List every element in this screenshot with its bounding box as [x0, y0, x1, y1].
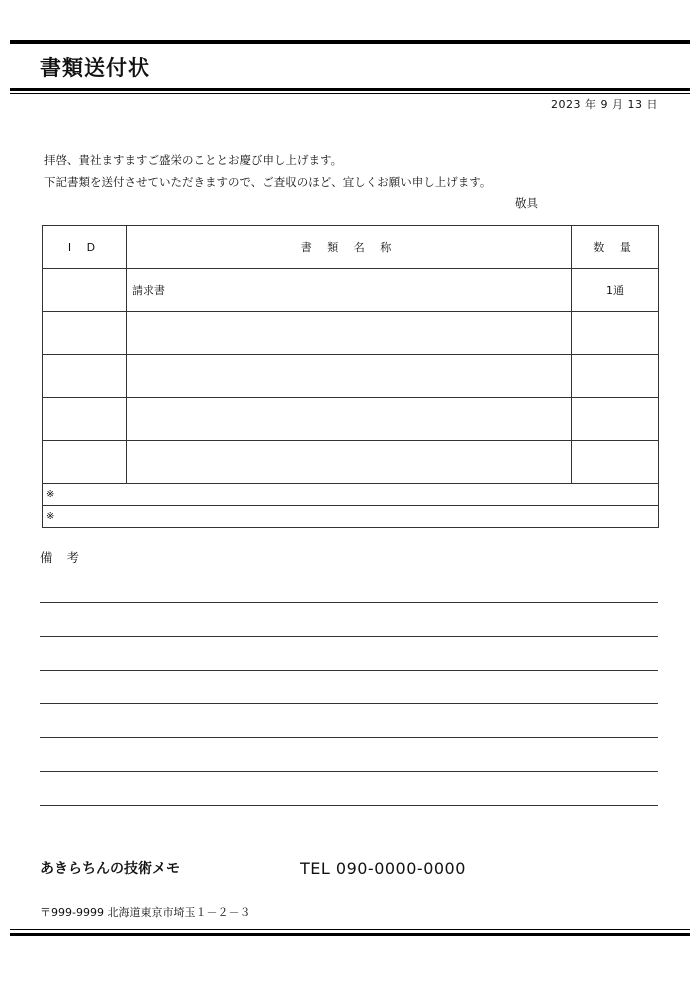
- title-underline-thin: [10, 93, 690, 94]
- bottom-rule-thin: [10, 929, 690, 930]
- remarks-label: 備 考: [40, 550, 84, 565]
- cell-id: [43, 441, 127, 484]
- sender-address: 〒999-9999 北海道東京市埼玉１－２－３: [40, 906, 251, 919]
- documents-table: [42, 225, 659, 528]
- page-title: 書類送付状: [40, 56, 150, 80]
- remarks-line: [40, 703, 658, 704]
- cell-qty: [572, 398, 659, 441]
- cell-id: [43, 312, 127, 355]
- note-row: [43, 506, 659, 528]
- cell-qty: 1通: [572, 269, 659, 312]
- top-thick-rule: [10, 40, 690, 44]
- cell-name: [127, 398, 572, 441]
- issue-date: 2023 年 9 月 13 日: [551, 98, 658, 111]
- cell-name: [127, 441, 572, 484]
- remarks-line: [40, 771, 658, 772]
- sender-tel: TEL 090-0000-0000: [300, 859, 466, 878]
- cell-id: [43, 269, 127, 312]
- closing-phrase: 敬具: [515, 196, 538, 210]
- remarks-line: [40, 737, 658, 738]
- cell-name: 請求書: [127, 269, 572, 312]
- greeting-line-1: 拝啓、貴社ますますご盛栄のこととお慶び申し上げます。: [44, 153, 343, 167]
- sender-company: あきらちんの技術メモ: [40, 861, 180, 877]
- remarks-line: [40, 602, 658, 603]
- cell-id: [43, 398, 127, 441]
- table-row: [43, 312, 659, 355]
- cell-qty: [572, 441, 659, 484]
- table-row: [43, 269, 659, 312]
- remarks-line: [40, 805, 658, 806]
- remarks-line: [40, 636, 658, 637]
- greeting-line-2: 下記書類を送付させていただきますので、ご査収のほど、宜しくお願い申し上げます。: [44, 175, 492, 189]
- cell-name: [127, 312, 572, 355]
- note-mark: ※: [43, 484, 659, 506]
- cell-id: [43, 355, 127, 398]
- column-header-name: 書 類 名 称: [127, 226, 572, 269]
- bottom-rule-thick: [10, 933, 690, 936]
- cell-qty: [572, 355, 659, 398]
- cell-qty: [572, 312, 659, 355]
- remarks-line: [40, 670, 658, 671]
- table-row: [43, 355, 659, 398]
- title-underline-thick: [10, 88, 690, 91]
- table-header-row: [43, 226, 659, 269]
- note-row: [43, 484, 659, 506]
- column-header-qty: 数 量: [572, 226, 659, 269]
- table-row: [43, 441, 659, 484]
- table-row: [43, 398, 659, 441]
- cell-name: [127, 355, 572, 398]
- column-header-id: I D: [43, 226, 127, 269]
- note-mark: ※: [43, 506, 659, 528]
